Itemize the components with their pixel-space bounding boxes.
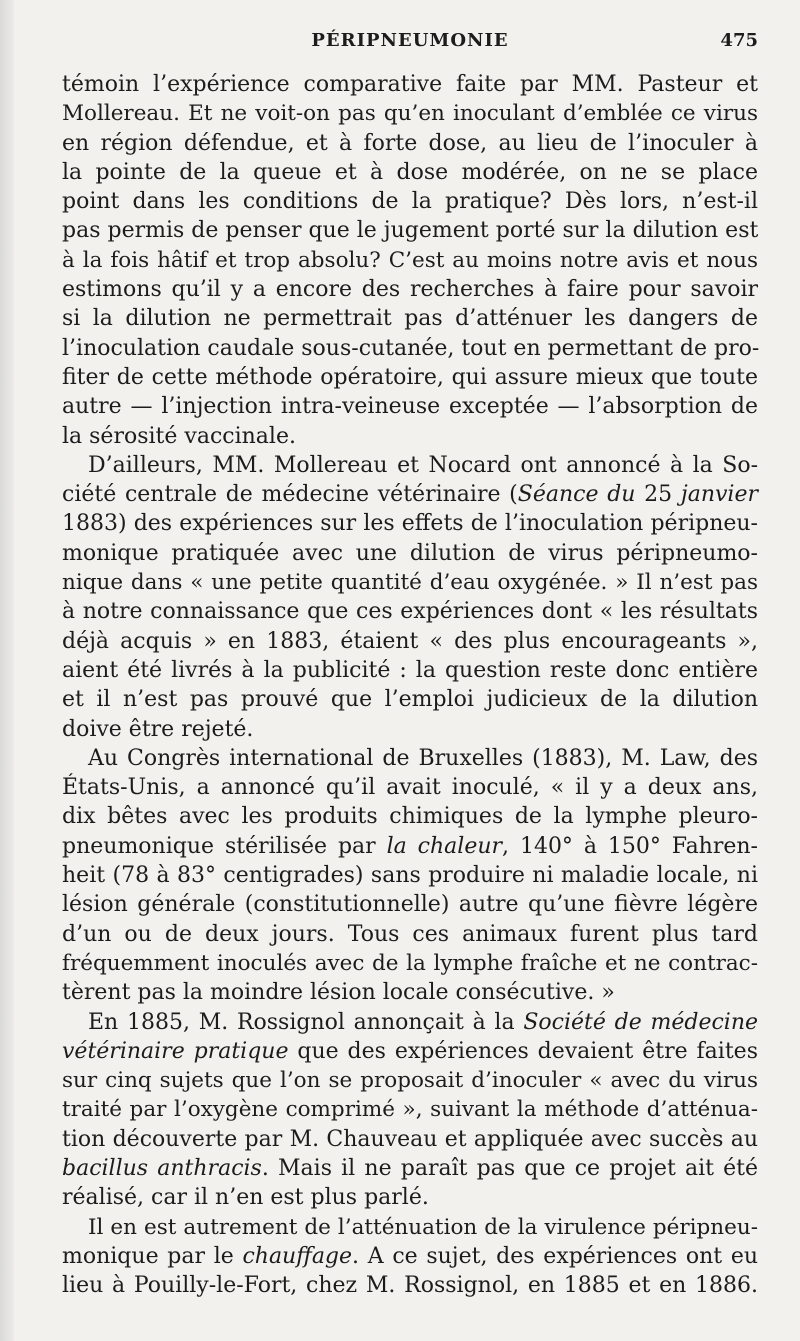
text-segment: heit (78 à 83° centigrades) sans produire ni maladie locale, ni [62,863,758,889]
text-segment: D’ailleurs, MM. Mollereau et Nocard ont annoncé à la So- [88,452,758,478]
text-line [62,275,758,304]
text-segment: En 1885, M. Rossignol annonçait à la [88,1009,524,1035]
running-title: PÉRIPNEUMONIE [311,30,509,51]
text-line [62,685,758,714]
text-segment: aient été livrés à la publicité : la question reste donc entière [62,657,758,683]
body-text [62,70,758,1300]
text-line [62,246,758,275]
text-line [62,1242,758,1271]
text-line [62,216,758,245]
text-segment: à notre connaissance que ces expériences dont « les résultats [62,599,758,625]
text-segment: monique par le [62,1243,243,1269]
text-line [62,568,758,597]
text-segment: monique pratiquée avec une dilution de virus péripneumo- [62,540,758,566]
text-line [62,1154,758,1183]
text-line [62,187,758,216]
text-segment: d’un ou de deux jours. Tous ces animaux furent plus tard [62,921,758,947]
text-segment: point dans les conditions de la pratique? Dès lors, n’est-il [62,189,758,215]
text-segment: que des expériences devaient être faites [288,1038,758,1064]
text-segment: dix bêtes avec les produits chimiques de la lymphe pleuro- [62,804,758,830]
text-segment: et il n’est pas prouvé que l’emploi judicieux de la dilution [62,687,758,713]
text-segment: la sérosité vaccinale. [62,423,296,449]
text-line [62,773,758,802]
text-segment: si la dilution ne permettrait pas d’atténuer les dangers de [62,306,758,332]
text-segment: pneumonique stérilisée par [62,833,387,859]
text-segment: déjà acquis » en 1883, étaient « des plus encourageants », [62,628,758,654]
text-segment: , 140° à 150° Fahren- [502,833,758,859]
text-line [62,597,758,626]
text-line [62,451,758,480]
text-segment: nique dans « une petite quantité d’eau oxygénée. » Il n’est pas [62,570,758,596]
italic-text: janvier [680,482,758,508]
text-line [62,832,758,861]
text-segment: réalisé, car il n’en est plus parlé. [62,1185,429,1211]
text-line [62,392,758,421]
text-line [62,1213,758,1242]
text-segment: estimons qu’il y a encore des recherches à faire pour savoir [62,277,758,303]
text-line [62,129,758,158]
text-segment: Il en est autrement de l’atténuation de la virulence péripneu- [88,1214,758,1240]
text-segment: tèrent pas la moindre lésion locale consécutive. » [62,980,615,1006]
text-segment: ciété centrale de médecine vétérinaire ( [62,482,518,508]
text-segment: Au Congrès international de Bruxelles (1883), M. Law, des [88,745,758,771]
text-line [62,480,758,509]
text-line [62,861,758,890]
text-line [62,509,758,538]
text-line [62,627,758,656]
italic-text: Société de médecine [523,1009,759,1035]
text-segment: doive être rejeté. [62,716,254,742]
text-line [62,539,758,568]
text-line [62,978,758,1007]
italic-text: chauffage [242,1243,353,1269]
text-line [62,920,758,949]
text-segment: l’inoculation caudale sous-cutanée, tout en permettant de pro- [62,335,760,361]
italic-text: bacillus anthracis [62,1155,262,1181]
text-segment: lésion générale (constitutionnelle) autre qu’une fièvre légère [62,892,758,918]
text-segment: pas permis de penser que le jugement porté sur la dilution est [62,218,759,244]
text-segment: tion découverte par M. Chauveau et appliquée avec succès au [62,1126,758,1152]
text-line [62,949,758,978]
text-line [62,1008,758,1037]
text-line [62,334,758,363]
text-segment: . A ce sujet, des expériences ont eu [352,1243,759,1269]
text-segment: à la fois hâtif et trop absolu? C’est au moins notre avis et nous [62,247,758,273]
text-line [62,656,758,685]
italic-text: vétérinaire pratique [62,1038,289,1064]
text-segment: la pointe de la queue et à dose modérée, on ne se place [62,159,758,185]
text-line [62,304,758,333]
text-segment: fiter de cette méthode opératoire, qui assure mieux que toute [62,364,758,390]
text-segment: lieu à Pouilly-le-Fort, chez M. Rossignol, en 1885 et en 1886. [62,1273,758,1299]
italic-text: la chaleur [386,833,503,859]
text-segment: témoin l’expérience comparative faite par MM. Pasteur et [62,72,758,97]
text-segment: traité par l’oxygène comprimé », suivant la méthode d’atténua- [62,1097,758,1123]
text-line [62,1066,758,1095]
text-line [62,744,758,773]
text-segment: . Mais il ne paraît pas que ce projet ait été [261,1155,758,1181]
text-segment: 1883) des expériences sur les effets de l’inoculation péripneu- [62,511,758,537]
text-segment: Mollereau. Et ne voit-on pas qu’en inoculant d’emblée ce virus [62,101,758,127]
text-line [62,422,758,451]
text-line [62,1095,758,1124]
text-line [62,158,758,187]
text-segment: États-Unis, a annoncé qu’il avait inoculé, « il y a deux ans, [62,775,758,801]
text-line [62,1271,758,1300]
text-segment: 25 [635,482,681,508]
page-number: 475 [720,30,758,51]
text-segment: fréquemment inoculés avec de la lymphe fraîche et ne contrac- [62,950,758,976]
italic-text: Séance du [517,482,636,508]
text-line [62,99,758,128]
page-gutter-shadow [0,0,14,1341]
text-line [62,1183,758,1212]
text-line [62,1125,758,1154]
page-header [62,30,758,60]
text-segment: autre — l’injection intra-veineuse exceptée — l’absorption de [62,394,758,420]
text-line [62,802,758,831]
text-line [62,890,758,919]
text-line [62,70,758,99]
text-segment: sur cinq sujets que l’on se proposait d’inoculer « avec du virus [62,1068,758,1094]
text-line [62,363,758,392]
text-line [62,1037,758,1066]
text-line [62,715,758,744]
text-segment: en région défendue, et à forte dose, au lieu de l’inoculer à [62,130,758,156]
